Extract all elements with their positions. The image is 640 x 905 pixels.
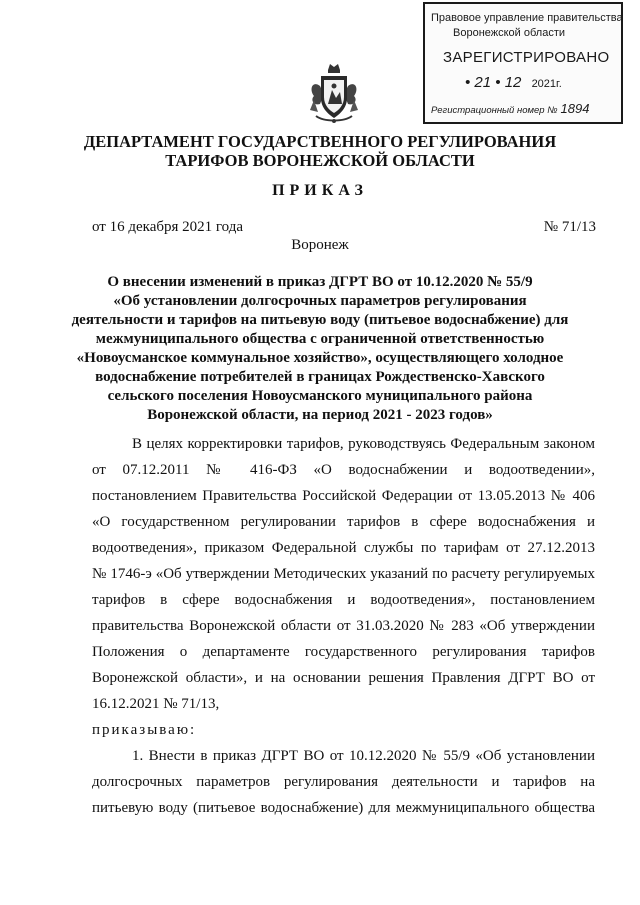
stamp-registered: ЗАРЕГИСТРИРОВАНО <box>443 49 610 66</box>
body-line: тарифов в сфере водоснабжения и водоотведения», постановлением <box>92 592 595 608</box>
body-line: № 1746-э «Об утверждении Методических указаний по расчету регулируемых <box>92 566 595 582</box>
heading-line: сельского поселения Новоусманского муниципального района <box>107 388 533 404</box>
department-title-line1: ДЕПАРТАМЕНТ ГОСУДАРСТВЕННОГО РЕГУЛИРОВАНИЯ <box>83 132 557 151</box>
heading-line: деятельности и тарифов на питьевую воду (питьевое водоснабжение) для <box>71 312 569 328</box>
stamp-org-line2: Воронежской области <box>453 27 566 39</box>
body-line: 16.12.2021 № 71/13, <box>92 696 220 712</box>
registration-stamp <box>423 2 623 124</box>
stamp-reg-value: 1894 <box>560 101 590 116</box>
order-number: № 71/13 <box>543 219 596 235</box>
stamp-reg-number <box>431 101 589 116</box>
order-title: ПРИКАЗ <box>272 182 368 199</box>
stamp-date: • 21 • 12 2021г. <box>465 74 562 91</box>
body-line: Положения о департаменте государственного регулирования тарифов <box>92 644 595 660</box>
body-line: В целях корректировки тарифов, руководствуясь Федеральным законом <box>132 436 595 452</box>
order-date: от 16 декабря 2021 года <box>92 219 244 235</box>
body-line: от 07.12.2011 № 416-ФЗ «О водоснабжении и водоотведении», <box>92 462 595 478</box>
order-city: Воронеж <box>291 237 349 253</box>
heading-line: «Новоусманское коммунальное хозяйство», осуществляющего холодное <box>76 350 564 366</box>
body-line: «О государственном регулировании тарифов в сфере водоснабжения и <box>92 514 595 530</box>
body-line: Воронежской области», и на основании решения Правления ДГРТ ВО от <box>92 670 595 686</box>
coat-of-arms-icon <box>306 60 362 126</box>
stamp-date-year: 2021г. <box>531 78 562 90</box>
heading-line: водоснабжение потребителей в границах Рождественско-Хавского <box>95 369 545 385</box>
heading-line: Воронежской области, на период 2021 - 2023 годов» <box>147 407 493 423</box>
clause-line: долгосрочных параметров регулирования деятельности и тарифов на <box>92 774 595 790</box>
department-title-line2: ТАРИФОВ ВОРОНЕЖСКОЙ ОБЛАСТИ <box>165 151 475 170</box>
order-directive: приказываю: <box>92 722 197 738</box>
heading-line: межмуниципального общества с ограниченной ответственностью <box>95 331 545 347</box>
heading-line: О внесении изменений в приказ ДГРТ ВО от 10.12.2020 № 55/9 <box>107 274 533 290</box>
stamp-date-month: 12 <box>504 74 522 91</box>
stamp-org-line1: Правовое управление правительства <box>431 12 623 24</box>
heading-line: «Об установлении долгосрочных параметров регулирования <box>113 293 527 309</box>
body-line: правительства Воронежской области от 31.03.2020 № 283 «Об утверждении <box>92 618 595 634</box>
body-line: постановлением Правительства Российской Федерации от 13.05.2013 № 406 <box>92 488 595 504</box>
stamp-reg-label: Регистрационный номер № <box>431 105 558 116</box>
clause-line: питьевую воду (питьевое водоснабжение) для межмуниципального общества <box>92 800 595 816</box>
body-line: водоотведения», приказом Федеральной службы по тарифам от 27.12.2013 <box>92 540 595 556</box>
clause-line: 1. Внести в приказ ДГРТ ВО от 10.12.2020 № 55/9 «Об установлении <box>132 748 595 764</box>
stamp-date-day: 21 <box>474 74 492 91</box>
